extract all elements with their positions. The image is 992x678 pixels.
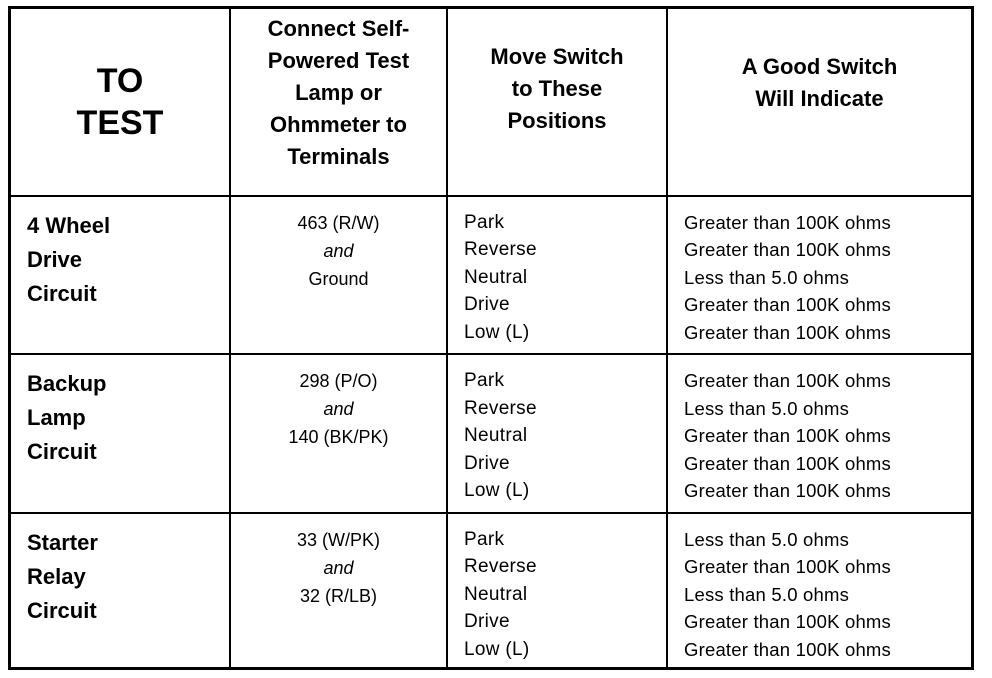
- test-name: Lamp: [27, 405, 86, 431]
- switch-position: Drive: [464, 452, 510, 474]
- terminal-and: and: [323, 399, 354, 420]
- switch-position: Park: [464, 528, 505, 550]
- switch-position: Neutral: [464, 425, 528, 447]
- terminal-and: and: [323, 557, 354, 578]
- switch-position: Low (L): [464, 480, 530, 502]
- indication: Greater than 100K ohms: [684, 452, 891, 474]
- positions-cell: [447, 513, 667, 668]
- terminals-cell: [230, 513, 447, 668]
- switch-position: Low (L): [464, 321, 530, 343]
- indication: Greater than 100K ohms: [684, 638, 891, 660]
- indication: Greater than 100K ohms: [684, 321, 891, 343]
- indication: Greater than 100K ohms: [684, 370, 891, 392]
- indication: Greater than 100K ohms: [684, 239, 891, 261]
- table-row: [11, 196, 971, 354]
- header-text: Positions: [507, 108, 607, 133]
- test-name: Circuit: [27, 439, 97, 465]
- indications-cell: [667, 513, 971, 668]
- test-name: Backup: [27, 371, 107, 397]
- test-name-cell: [11, 196, 230, 354]
- header-text: Connect Self-: [267, 16, 410, 41]
- indications-cell: [667, 196, 971, 354]
- indication: Less than 5.0 ohms: [684, 528, 850, 550]
- indication: Greater than 100K ohms: [684, 480, 891, 502]
- switch-position: Park: [464, 370, 505, 392]
- indication: Greater than 100K ohms: [684, 611, 891, 632]
- test-name-cell: [11, 354, 230, 512]
- switch-position: Reverse: [464, 397, 537, 419]
- terminal-and: and: [323, 240, 354, 261]
- test-name-cell: [11, 513, 230, 668]
- test-name: 4 Wheel: [27, 212, 111, 238]
- test-name: Drive: [27, 246, 83, 272]
- switch-test-table: [11, 9, 971, 667]
- header-good-switch: [667, 9, 971, 196]
- switch-position: Neutral: [464, 266, 528, 288]
- terminal: Ground: [308, 268, 369, 289]
- switch-position: Drive: [464, 611, 510, 632]
- indication: Less than 5.0 ohms: [684, 583, 850, 605]
- terminals-cell: [230, 196, 447, 354]
- terminal: 140 (BK/PK): [288, 427, 389, 448]
- header-to-test: [11, 9, 230, 196]
- header-text: TEST: [76, 103, 164, 142]
- terminal: 463 (R/W): [297, 212, 380, 233]
- header-text: Move Switch: [490, 44, 624, 69]
- header-text: TO: [96, 61, 144, 100]
- indication: Greater than 100K ohms: [684, 556, 891, 577]
- test-name: Starter: [27, 529, 98, 555]
- header-text: Terminals: [287, 144, 390, 169]
- positions-cell: [447, 196, 667, 354]
- header-text: Will Indicate: [755, 86, 884, 111]
- table-row: [11, 354, 971, 512]
- test-name: Circuit: [27, 280, 97, 306]
- switch-position: Reverse: [464, 239, 537, 261]
- header-connect-terminals: [230, 9, 447, 196]
- header-text: Lamp or: [295, 80, 382, 105]
- indication: Less than 5.0 ohms: [684, 266, 850, 288]
- switch-position: Park: [464, 211, 505, 233]
- indication: Greater than 100K ohms: [684, 425, 891, 447]
- header-text: to These: [511, 76, 603, 101]
- table-row: [11, 513, 971, 668]
- terminal: 298 (P/O): [299, 371, 378, 392]
- indications-cell: [667, 354, 971, 512]
- positions-cell: [447, 354, 667, 512]
- terminals-cell: [230, 354, 447, 512]
- indication: Less than 5.0 ohms: [684, 397, 850, 419]
- header-text: Ohmmeter to: [270, 112, 407, 137]
- indication: Greater than 100K ohms: [684, 211, 891, 233]
- switch-position: Low (L): [464, 638, 530, 660]
- header-move-switch: [447, 9, 667, 196]
- terminal: 33 (W/PK): [296, 529, 380, 550]
- header-text: A Good Switch: [741, 54, 898, 79]
- test-name: Circuit: [27, 597, 97, 623]
- terminal: 32 (R/LB): [299, 585, 378, 606]
- test-name: Relay: [27, 563, 86, 589]
- switch-position: Neutral: [464, 583, 528, 605]
- indication: Greater than 100K ohms: [684, 294, 891, 316]
- header-text: Powered Test: [267, 48, 410, 73]
- header-row: [11, 9, 971, 196]
- switch-test-table-frame: [8, 6, 974, 670]
- switch-position: Drive: [464, 294, 510, 316]
- switch-position: Reverse: [464, 556, 537, 577]
